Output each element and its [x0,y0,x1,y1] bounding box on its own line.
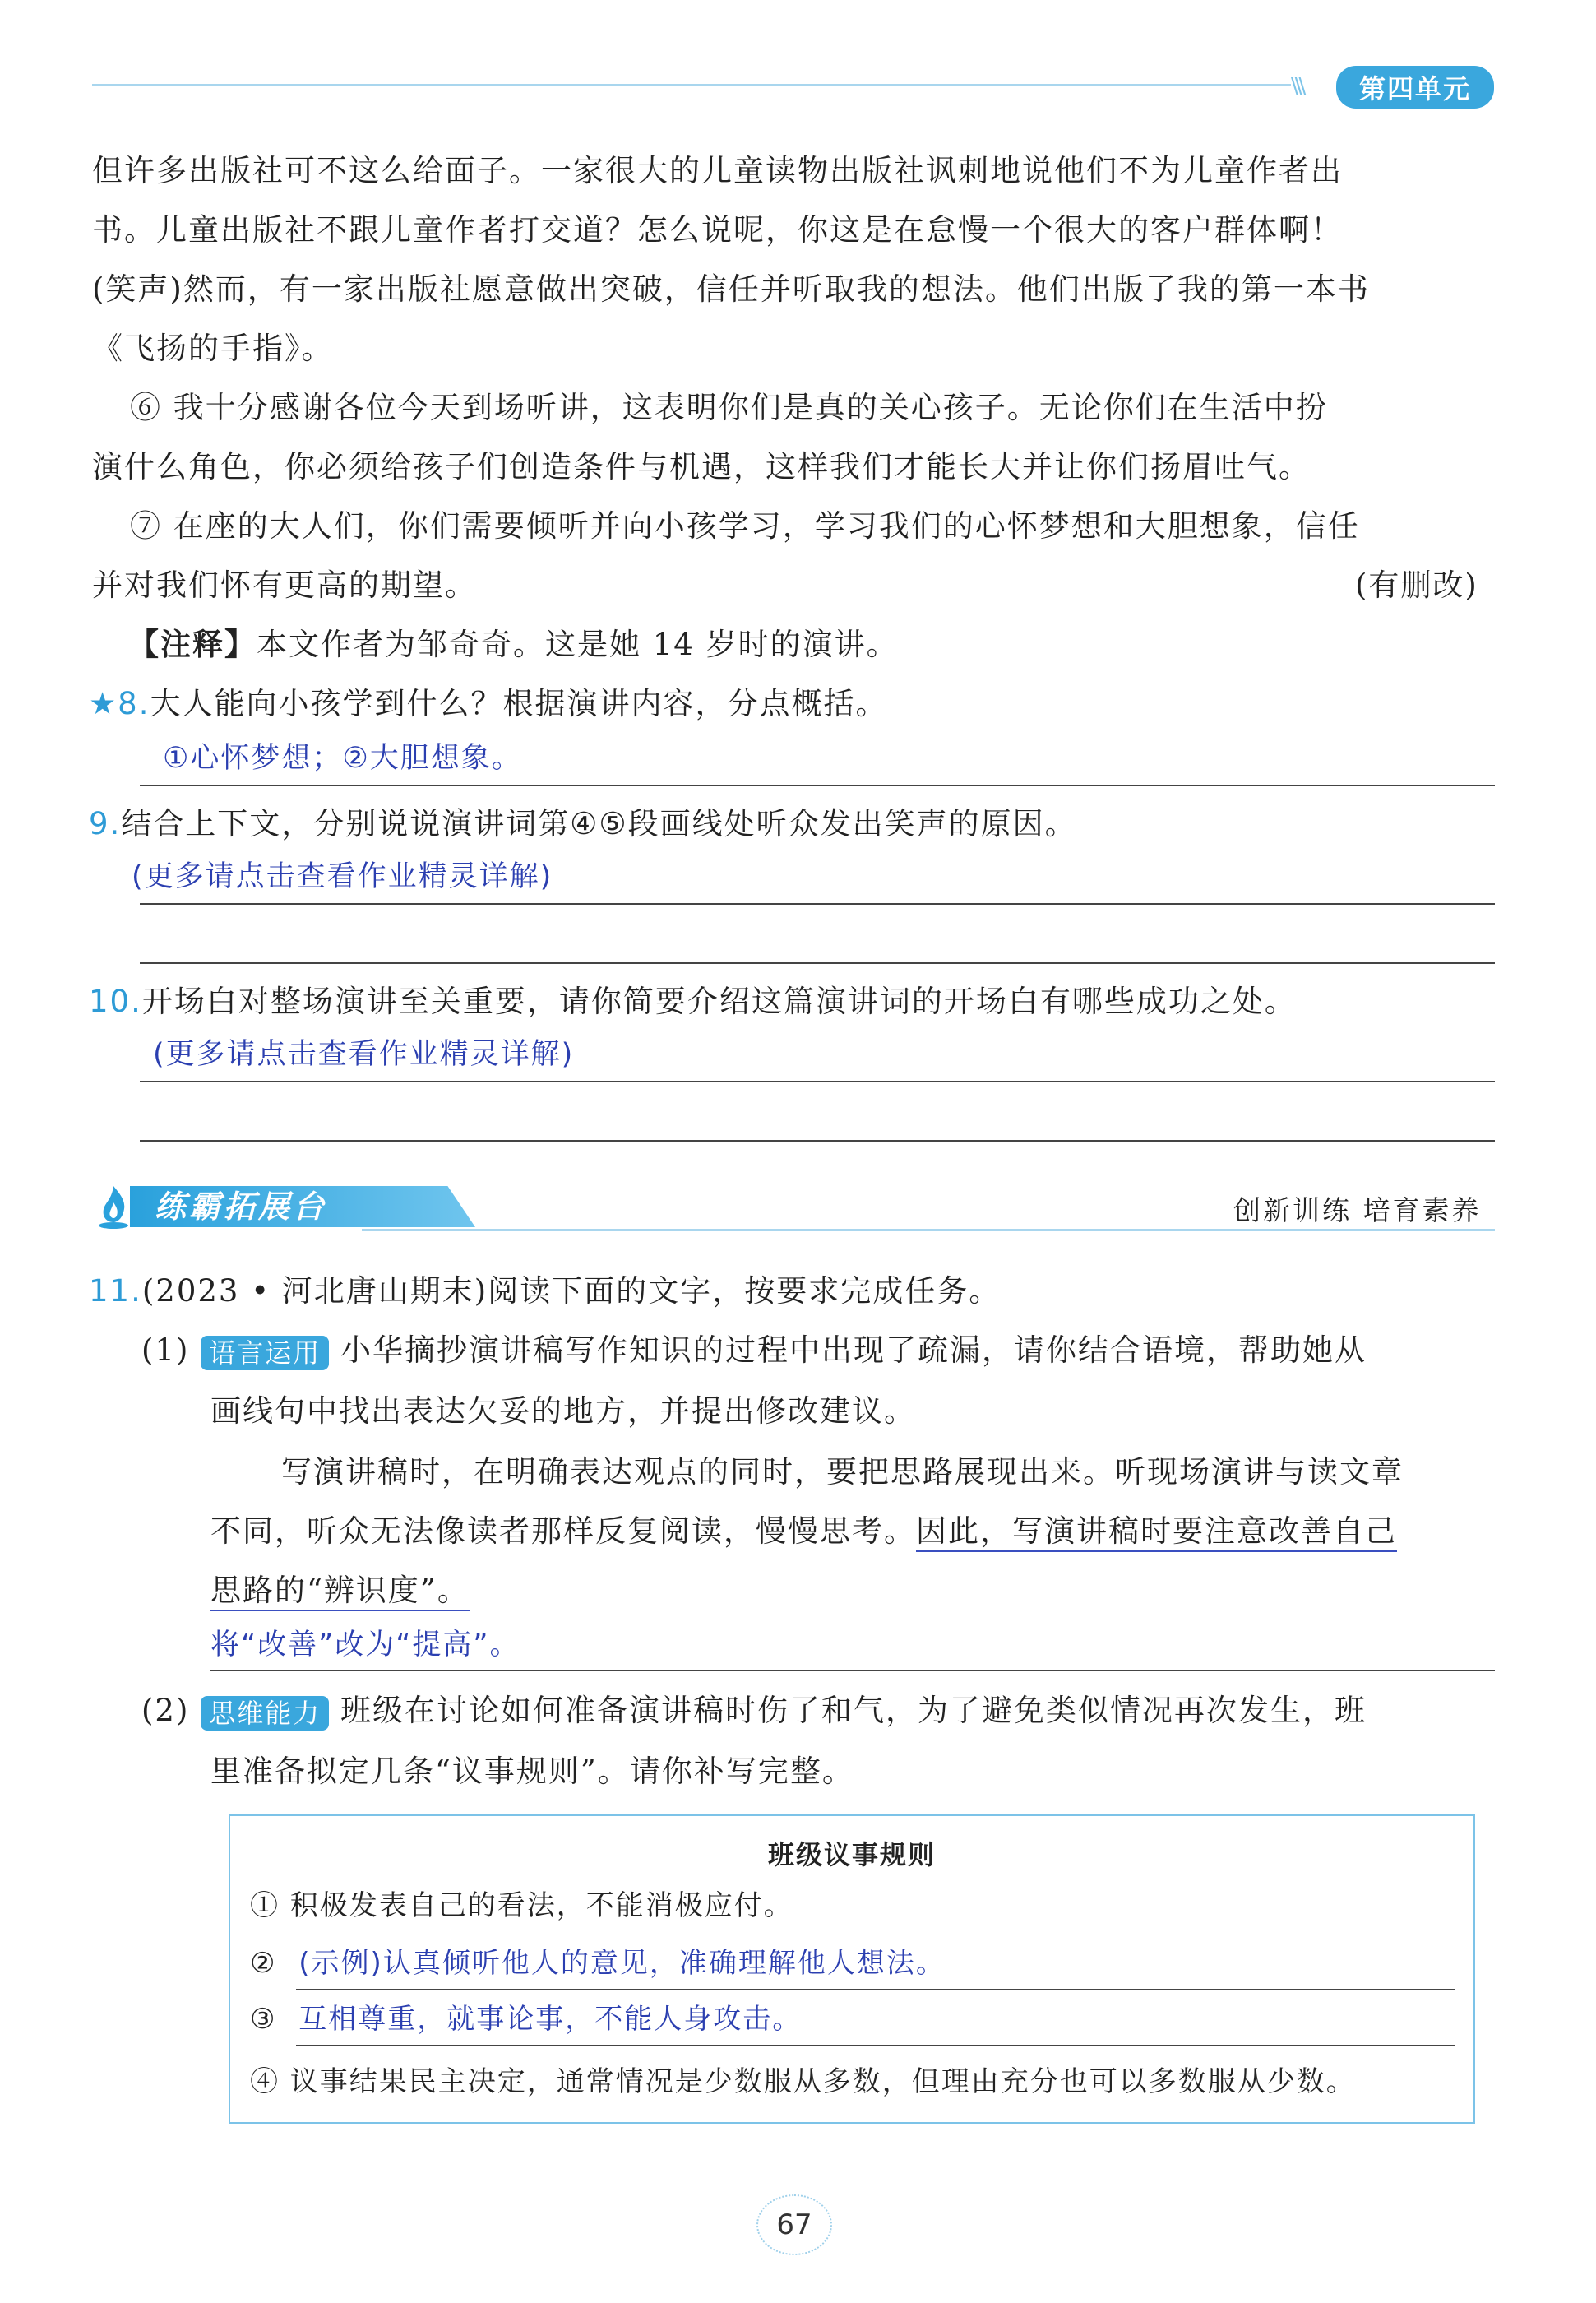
part-text: 班级在讨论如何准备演讲稿时伤了和气，为了避免类似情况再次发生，班 [340,1693,1367,1728]
excerpt-text: 不同，听众无法像读者那样反复阅读，慢慢思考。 [210,1513,916,1549]
passage-line: 《飞扬的手指》。 [92,331,334,366]
rule-item [250,2000,802,2038]
source-note: (有删改) [1355,568,1478,603]
answer-10[interactable]: (更多请点击查看作业精灵详解) [153,1038,575,1071]
passage-line: 并对我们怀有更高的期望。 [92,568,477,603]
answer-line [140,1081,1495,1082]
q11-part1-line2: 画线句中找出表达欠妥的地方，并提出修改建议。 [210,1393,916,1429]
rules-box [229,1814,1475,2124]
passage-line: 书。儿童出版社不跟儿童作者打交道？怎么说呢，你这是在怠慢一个很大的客户群体啊！ [92,212,1343,248]
question-text: 结合上下文，分别说说演讲词第④⑤段画线处听众发出笑声的原因。 [121,806,1077,841]
section-rule [362,1229,1495,1231]
answer-line [296,2045,1455,2046]
rule-number: ② [250,1947,277,1980]
part-label: (1) [141,1332,190,1368]
part-text: 小华摘抄演讲稿写作知识的过程中出现了疏漏，请你结合语境，帮助她从 [340,1332,1367,1368]
question-10 [89,982,1297,1022]
excerpt-line [210,1512,1397,1551]
part-label: (2) [141,1693,190,1728]
answer-11-1: 将“改善”改为“提高”。 [210,1629,520,1661]
question-text: (2023 • 河北唐山期末)阅读下面的文字，按要求完成任务。 [141,1273,1002,1309]
excerpt-line: 写演讲稿时，在明确表达观点的同时，要把思路展现出来。听现场演讲与读文章 [281,1454,1404,1490]
answer-line [140,903,1495,905]
question-number: 10. [89,984,142,1019]
passage-line: ⑥ 我十分感谢各位今天到场听讲，这表明你们是真的关心孩子。无论你们在生活中扮 [130,390,1328,425]
unit-badge: 第四单元 [1336,66,1494,109]
page-number: 67 [756,2194,832,2255]
question-11 [89,1272,1001,1311]
passage-line: 演什么角色，你必须给孩子们创造条件与机遇，这样我们才能长大并让你们扬眉吐气。 [92,449,1311,484]
question-text: 大人能向小孩学到什么？根据演讲内容，分点概括。 [150,686,888,721]
annotation-text: 本文作者为邹奇奇。这是她 14 岁时的演讲。 [257,627,899,662]
q11-part1-line1 [141,1331,1367,1370]
underlined-sentence: 思路的“辨识度”。 [210,1573,470,1611]
answer-9[interactable]: (更多请点击查看作业精灵详解) [132,860,553,893]
rule-item: ① 积极发表自己的看法，不能消极应付。 [250,1889,793,1922]
excerpt-line [210,1571,470,1610]
answer-line [296,1989,1455,1990]
annotation [128,625,899,665]
header-tick-marks: \\\ [1291,74,1303,99]
answer-line [140,1140,1495,1142]
question-9 [89,804,1077,844]
section-title: 练霸拓展台 [155,1189,328,1225]
question-number: 11. [89,1273,142,1309]
answer-line [140,962,1495,964]
question-8 [89,684,887,724]
answer-line [140,785,1495,786]
rule-item: ④ 议事结果民主决定，通常情况是少数服从多数，但理由充分也可以多数服从少数。 [250,2065,1356,2098]
rule-answer: (示例)认真倾听他人的意见，准确理解他人想法。 [298,1947,946,1980]
question-text: 开场白对整场演讲至关重要，请你简要介绍这篇演讲词的开场白有哪些成功之处。 [141,984,1297,1019]
rules-title: 班级议事规则 [767,1839,936,1870]
header-rule [92,84,1291,86]
answer-8: ①心怀梦想；②大胆想象。 [163,742,522,775]
question-number: 9. [89,806,122,841]
annotation-label: 【注释】 [128,627,257,662]
passage-line: 但许多出版社可不这么给面子。一家很大的儿童读物出版社讽刺地说他们不为儿童作者出 [92,153,1343,188]
underlined-sentence: 因此，写演讲稿时要注意改善自己 [916,1513,1397,1552]
rule-item [250,1944,946,1982]
q11-part2-line2: 里准备拟定几条“议事规则”。请你补写完整。 [210,1754,854,1789]
passage-line: ⑦ 在座的大人们，你们需要倾听并向小孩学习，学习我们的心怀梦想和大胆想象，信任 [130,508,1360,544]
answer-line [210,1670,1495,1671]
question-number: ★8. [89,686,150,721]
passage-line: (笑声)然而，有一家出版社愿意做出突破，信任并听取我的想法。他们出版了我的第一本书 [92,271,1370,307]
section-banner [89,1181,393,1230]
rule-answer: 互相尊重，就事论事，不能人身攻击。 [298,2003,803,2036]
section-subtitle: 创新训练 培育素养 [1233,1194,1482,1226]
skill-tag: 思维能力 [201,1696,329,1731]
rule-number: ③ [250,2003,277,2036]
q11-part2-line1 [141,1691,1367,1731]
skill-tag: 语言运用 [201,1336,329,1370]
